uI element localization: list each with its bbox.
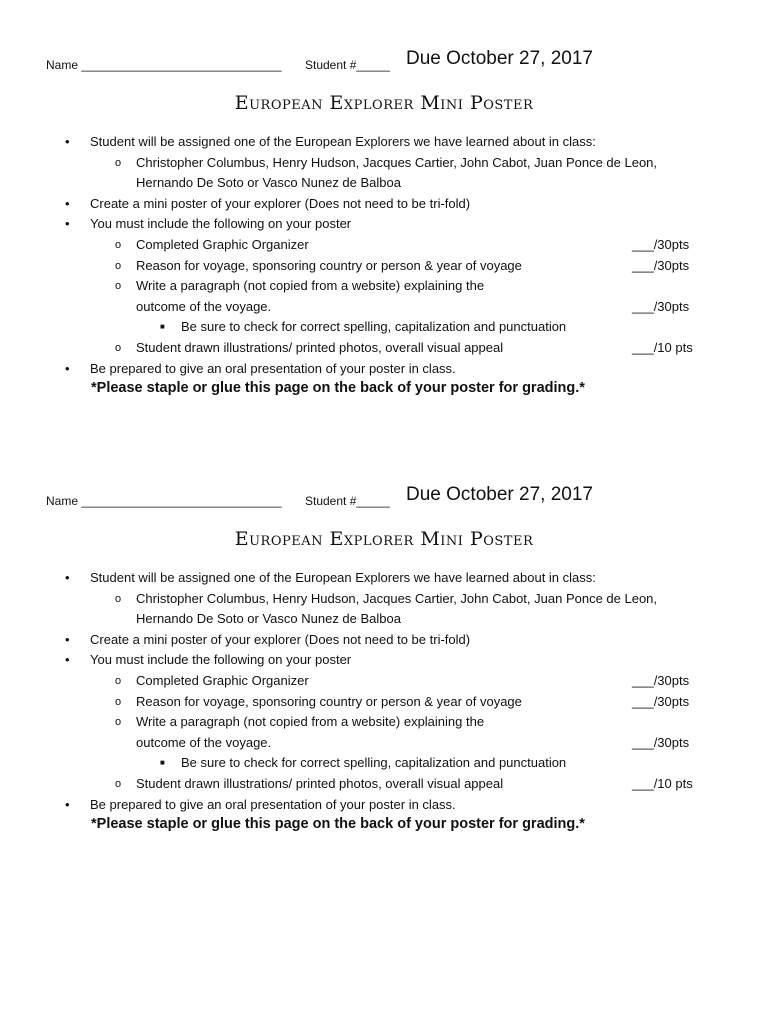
list-item [0, 712, 768, 733]
circle-bullet-icon: o [115, 280, 122, 293]
header-line [0, 48, 768, 78]
list-item [0, 589, 768, 610]
list-item [0, 194, 768, 215]
list-item-text: Student will be assigned one of the European Explorers we have learned about in class: [90, 570, 596, 585]
circle-bullet-icon: o [115, 592, 122, 605]
list-item [0, 256, 768, 277]
name-field-label: Name ______________________________ [46, 58, 282, 72]
circle-bullet-icon: o [115, 695, 122, 708]
list-item-text: Reason for voyage, sponsoring country or person & year of voyage [136, 693, 522, 709]
list-item-text: Write a paragraph (not copied from a website) explaining the [136, 714, 485, 730]
list-item-text: Completed Graphic Organizer [136, 672, 309, 688]
points-blank: ___/30pts [632, 693, 690, 709]
list-item-text: Christopher Columbus, Henry Hudson, Jacques Cartier, John Cabot, Juan Ponce de Leon, [136, 154, 658, 170]
list-item-text: Student will be assigned one of the European Explorers we have learned about in class: [90, 134, 596, 149]
square-bullet-icon: ■ [160, 322, 165, 332]
requirements-list [0, 132, 768, 379]
list-item [0, 568, 768, 589]
header-line [0, 484, 768, 514]
circle-bullet-icon: o [115, 674, 122, 687]
points-blank: ___/30pts [632, 298, 690, 314]
list-item [0, 276, 768, 297]
list-item [0, 153, 768, 174]
bullet-icon: • [65, 216, 70, 232]
bullet-icon: • [65, 570, 70, 585]
list-item [0, 317, 768, 338]
bullet-icon: • [65, 652, 70, 668]
list-item-text: Be prepared to give an oral presentation of your poster in class. [90, 360, 456, 376]
page-title: European Explorer Mini Poster [234, 92, 534, 114]
list-item [0, 630, 768, 651]
list-item [0, 774, 768, 795]
list-item-text: Hernando De Soto or Vasco Nunez de Balboa [136, 175, 401, 191]
list-item-text: Be sure to check for correct spelling, capitalization and punctuation [181, 755, 567, 771]
bullet-icon: • [65, 631, 70, 647]
list-item-text: Be sure to check for correct spelling, capitalization and punctuation [181, 319, 567, 335]
student-number-label: Student #_____ [305, 58, 390, 72]
bullet-icon: • [65, 360, 70, 376]
list-item [0, 671, 768, 692]
grading-note: *Please staple or glue this page on the back of your poster for grading.* [91, 380, 585, 396]
circle-bullet-icon: o [115, 156, 122, 169]
points-blank: ___/30pts [632, 257, 690, 273]
list-item-continued [0, 609, 768, 630]
list-item [0, 692, 768, 713]
list-item-text: Hernando De Soto or Vasco Nunez de Balboa [136, 611, 401, 627]
points-blank: ___/10 pts [632, 775, 693, 791]
points-blank: ___/30pts [632, 734, 690, 750]
circle-bullet-icon: o [115, 716, 122, 729]
list-item-text: You must include the following on your poster [90, 216, 352, 232]
list-item [0, 359, 768, 380]
list-item-continued [0, 173, 768, 194]
requirements-list [0, 568, 768, 815]
list-item-text: Completed Graphic Organizer [136, 236, 309, 252]
list-item [0, 214, 768, 235]
list-item [0, 338, 768, 359]
list-item-text: Create a mini poster of your explorer (Does not need to be tri-fold) [90, 195, 471, 211]
grading-note: *Please staple or glue this page on the back of your poster for grading.* [91, 816, 585, 832]
list-item-text: outcome of the voyage. [136, 734, 272, 750]
bullet-icon: • [65, 796, 70, 812]
list-item [0, 753, 768, 774]
list-item-text: You must include the following on your poster [90, 652, 352, 668]
points-blank: ___/10 pts [632, 339, 693, 355]
points-blank: ___/30pts [632, 236, 690, 252]
list-item-text: Write a paragraph (not copied from a website) explaining the [136, 278, 485, 294]
due-date: Due October 27, 2017 [406, 48, 593, 69]
list-item-text: Be prepared to give an oral presentation of your poster in class. [90, 796, 456, 812]
list-item [0, 795, 768, 816]
circle-bullet-icon: o [115, 777, 122, 790]
handout-copy-2 [0, 484, 768, 832]
due-date: Due October 27, 2017 [406, 484, 593, 505]
circle-bullet-icon: o [115, 341, 122, 354]
square-bullet-icon: ■ [160, 758, 165, 768]
list-item-text: Create a mini poster of your explorer (Does not need to be tri-fold) [90, 631, 471, 647]
handout-copy-1 [0, 48, 768, 396]
list-item [0, 235, 768, 256]
list-item-text: Reason for voyage, sponsoring country or person & year of voyage [136, 257, 522, 273]
name-field-label: Name ______________________________ [46, 494, 282, 508]
list-item-continued [0, 733, 768, 754]
list-item [0, 650, 768, 671]
list-item-text: outcome of the voyage. [136, 298, 272, 314]
list-item-text: Student drawn illustrations/ printed photos, overall visual appeal [136, 775, 504, 791]
page-title: European Explorer Mini Poster [234, 528, 534, 550]
list-item-text: Christopher Columbus, Henry Hudson, Jacques Cartier, John Cabot, Juan Ponce de Leon, [136, 590, 658, 606]
list-item [0, 132, 768, 153]
points-blank: ___/30pts [632, 672, 690, 688]
student-number-label: Student #_____ [305, 494, 390, 508]
list-item-continued [0, 297, 768, 318]
list-item-text: Student drawn illustrations/ printed photos, overall visual appeal [136, 339, 504, 355]
circle-bullet-icon: o [115, 238, 122, 251]
bullet-icon: • [65, 134, 70, 149]
bullet-icon: • [65, 195, 70, 211]
circle-bullet-icon: o [115, 259, 122, 272]
